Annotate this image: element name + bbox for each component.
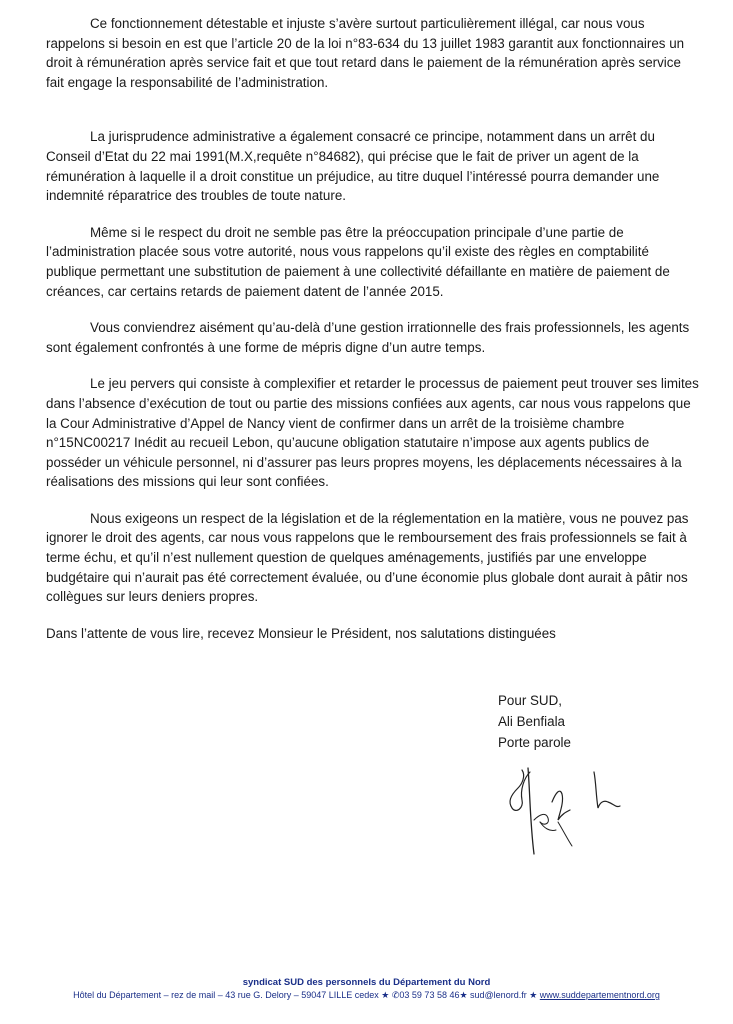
- signature-name: Ali Benfiala: [498, 714, 565, 729]
- paragraph-jurisprudence: La jurisprudence administrative a également consacré ce principe, notamment dans un arrêt du Conseil d’Etat du 22 mai 1991(M.X,requête n°84682), qui précise que le fait de priver un agent de la rémunération à laquelle il a droit constitue un préjudice, au titre duquel l’intéressé pourra demander une indemnité réparatrice des troubles de toute nature.: [46, 129, 660, 204]
- letter-body: [46, 14, 702, 643]
- footer-contact: Hôtel du Département – rez de mail – 43 rue G. Delory – 59047 LILLE cedex ★ ✆03 59 73 58 46★ sud@lenord.fr ★: [73, 990, 538, 1000]
- signature-org: Pour SUD,: [498, 693, 562, 708]
- paragraph-public-accounting: Même si le respect du droit ne semble pas être la préoccupation principale d’une partie de l’administration placée sous votre autorité, nous vous rappelons qu’il existe des règles en comptabilité publique permettant une substitution de paiement à une collectivité défaillante en matière de paiement de créances, car certains retards de paiement datent de l’année 2015.: [46, 224, 670, 299]
- letterhead-footer: [0, 976, 733, 1002]
- paragraph-contempt: Vous conviendrez aisément qu’au-delà d’une gestion irrationnelle des frais professionnels, les agents sont également confrontés à une forme de mépris digne d’un autre temps.: [46, 320, 690, 355]
- footer-organization: syndicat SUD des personnels du Département du Nord: [242, 977, 491, 988]
- paragraph-demands: Nous exigeons un respect de la législation et de la réglementation en la matière, vous ne pouvez pas ignorer le droit des agents, car nous vous rappelons que le remboursement des frais professionnels se fait à terme échu, et qu’il n’est nullement question de quelques aménagements, justifiés par une enveloppe budgétaire qui n’aurait pas été correctement évaluée, ou d’une économie plus globale dont aurait à pâtir nos collègues sur leurs deniers propres.: [46, 510, 689, 605]
- signature-role: Porte parole: [498, 735, 571, 750]
- handwritten-signature-image: [500, 762, 640, 862]
- signature-block: [498, 690, 698, 753]
- paragraph-nancy-ruling: Le jeu pervers qui consiste à complexifier et retarder le processus de paiement peut trouver ses limites dans l’absence d’exécution de tout ou partie des missions confiées aux agents, car nous vous rappelons que la Cour Administrative d’Appel de Nancy vient de confirmer dans un arrêt de la troisième chambre n°15NC00217 Inédit au recueil Lebon, qu’aucune obligation statutaire n’impose aux agents publics de posséder un véhicule personnel, ni d’assurer pas leurs propres moyens, les déplacements nécessaires à la réalisations des missions qui leur sont confiées.: [46, 376, 699, 490]
- paragraph-closing: Dans l’attente de vous lire, recevez Monsieur le Président, nos salutations distinguées: [46, 625, 556, 641]
- footer-address-line: [0, 989, 733, 1002]
- website-link[interactable]: www.suddepartementnord.org: [539, 990, 660, 1000]
- paragraph-illegality: Ce fonctionnement détestable et injuste s’avère surtout particulièrement illégal, car nous vous rappelons si besoin en est que l’article 20 de la loi n°83-634 du 13 juillet 1983 garantit aux fonctionnaires un droit à rémunération après service fait et que tout retard dans le paiement de la rémunération après service fait engage la responsabilité de l’administration.: [46, 16, 685, 90]
